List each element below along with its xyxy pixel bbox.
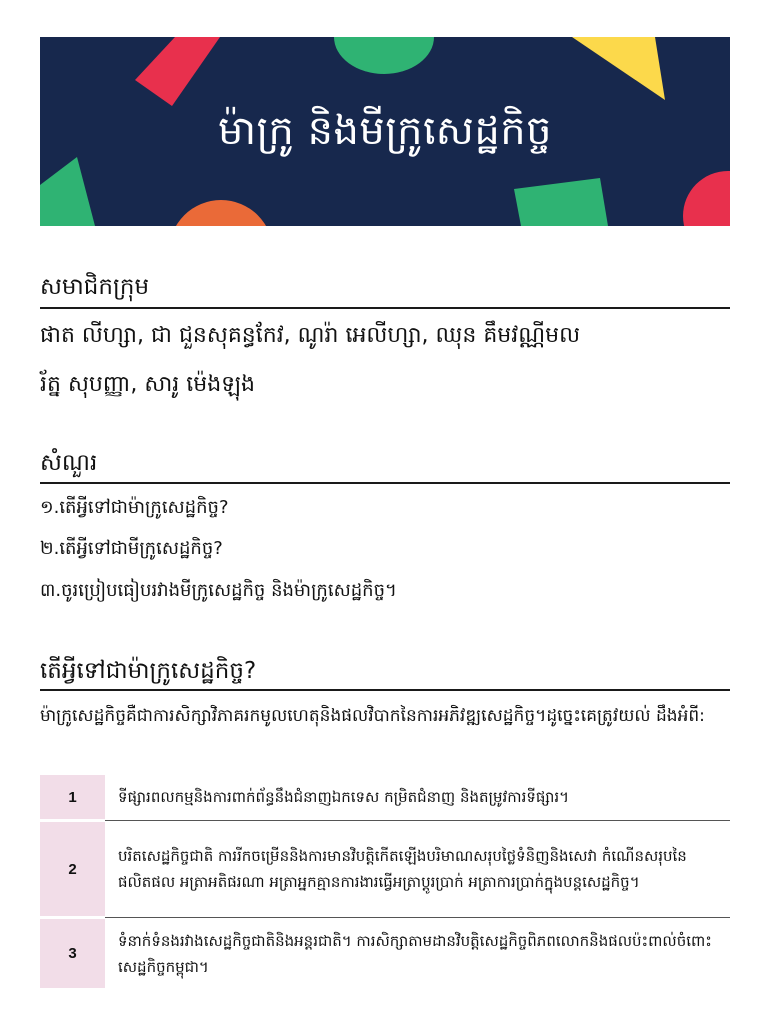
title-banner (40, 37, 730, 226)
row-divider (105, 820, 730, 821)
table-row (40, 775, 730, 819)
question-item: ៣.ចូរប្រៀបធៀបរវាងមីក្រូសេដ្ឋកិច្ច និងម៉ាក្រូសេដ្ឋកិច្ច។ (40, 580, 397, 601)
row-text: ទីផ្សារពលកម្មនិងការពាក់ព័ន្ធនឹងជំនាញឯកទេស កម្រិតជំនាញ និងតម្រូវការទីផ្សារ។ (118, 788, 570, 806)
members-heading: សមាជិកក្រុម (40, 274, 150, 300)
macro-intro: ម៉ាក្រូសេដ្ឋកិច្ចគឺជាការសិក្សាវិភាគរកមូលហេតុនិងផលវិបាកនៃការអភិវឌ្ឍសេដ្ឋកិច្ច។ដូច្នេះគេត្រូវយល់ ដឹងអំពី: (40, 706, 705, 726)
members-line-2: រ័ត្ន សុបញ្ញា, សារូ ម៉េងឡុង (40, 372, 255, 397)
row-number: 3 (40, 919, 105, 988)
questions-heading: សំណួរ (40, 450, 98, 476)
yellow-triangle-shape (572, 37, 665, 100)
members-divider (40, 307, 730, 309)
table-row (40, 919, 730, 988)
question-item: ២.តើអ្វីទៅជាមីក្រូសេដ្ឋកិច្ច? (40, 538, 223, 559)
green-triangle-shape (40, 157, 95, 226)
row-text: ទំនាក់ទំនងរវាងសេដ្ឋកិច្ចជាតិនិងអន្តរជាតិ។ ការសិក្សាតាមដានវិបត្តិសេដ្ឋកិច្ចពិភពលោកនិងផលប៉ះពាល់ចំពោះសេដ្ឋកិច្ចកម្ពុជា។ (118, 931, 712, 976)
page-title: ម៉ាក្រូ និងមីក្រូសេដ្ឋកិច្ច (217, 108, 553, 154)
table-row (40, 822, 730, 916)
red-rectangle-shape (135, 37, 220, 106)
row-number: 2 (40, 822, 105, 916)
question-item: ១.តើអ្វីទៅជាម៉ាក្រូសេដ្ឋកិច្ច? (40, 497, 229, 518)
green-semicircle-shape (334, 37, 434, 74)
macro-divider (40, 689, 730, 691)
macro-heading: តើអ្វីទៅជាម៉ាក្រូសេដ្ឋកិច្ច? (40, 658, 257, 684)
questions-divider (40, 482, 730, 484)
members-line-1: ផាត លីហ្សា, ជា ជួនសុគន្ធកែវ, ណូរ៉ា អេលីហ្សា, ឈុន គឹមវណ្ណីមល (40, 323, 581, 348)
row-number: 1 (40, 775, 105, 819)
red-circle-shape (683, 171, 730, 226)
row-divider (105, 917, 730, 918)
green-rectangle-shape (514, 178, 608, 226)
row-text: បរិតសេដ្ឋកិច្ចជាតិ ការរីកចម្រើននិងការមានវិបត្តិកើតឡើងបរិមាណសរុបថ្លៃទំនិញនិងសេវា កំណើនសរុបនៃផលិតផល អត្រាអតិផរណា អត្រាអ្នកគ្មានការងារធ្វើអត្រាប្តូរប្រាក់ អត្រាការប្រាក់ក្នុងបន្តសេដ្ឋកិច្ច។ (118, 847, 687, 891)
orange-circle-shape (169, 200, 273, 226)
